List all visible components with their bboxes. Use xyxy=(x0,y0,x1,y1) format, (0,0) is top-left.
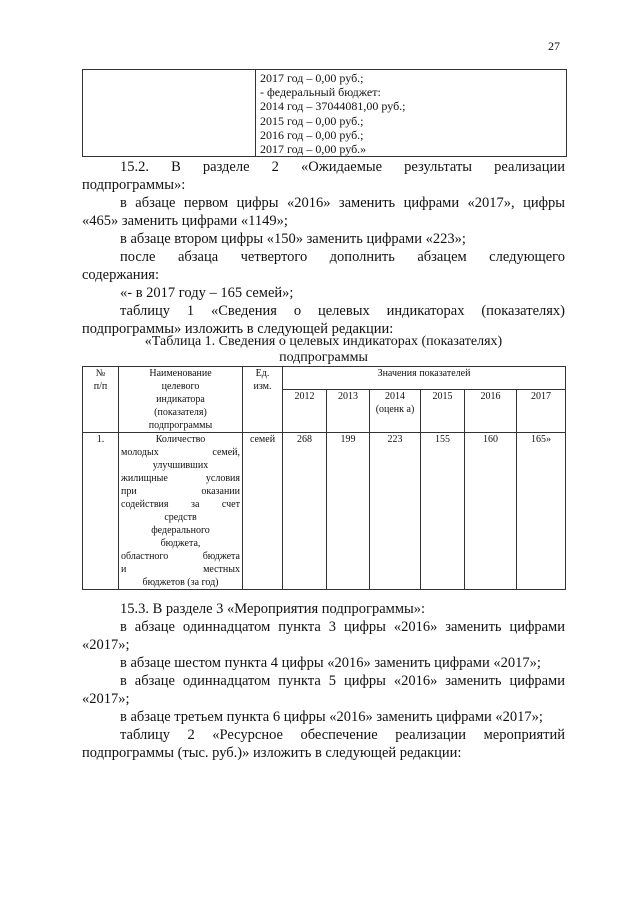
funding-line: 2016 год – 0,00 руб.; xyxy=(260,127,364,142)
paragraph-table1-line1: таблицу 1 «Сведения о целевых индикаторах (показателях) xyxy=(120,303,565,319)
header-year-2017: 2017 xyxy=(517,389,566,432)
paragraph-p3-line2: «2017»; xyxy=(82,637,130,653)
paragraph-p5-line2: «2017»; xyxy=(82,691,130,707)
paragraph-first-abzac-line2: «465» заменить цифрами «1149»; xyxy=(82,213,288,229)
header-year-2013: 2013 xyxy=(327,389,370,432)
table-caption-line1: «Таблица 1. Сведения о целевых индикаторах (показателях) xyxy=(144,334,503,349)
header-year-2016: 2016 xyxy=(465,389,517,432)
row-value-2017: 165» xyxy=(517,433,566,590)
funding-line: 2017 год – 0,00 руб.; xyxy=(260,71,364,85)
paragraph-15-3: 15.3. В разделе 3 «Мероприятия подпрограммы»: xyxy=(120,601,426,617)
funding-line: - федеральный бюджет: xyxy=(260,85,381,100)
row-number: 1. xyxy=(83,433,119,590)
paragraph-15-2-line1: 15.2. В разделе 2 «Ожидаемые результаты реализации xyxy=(120,159,565,175)
funding-table-left-cell xyxy=(83,70,256,156)
table-header-row xyxy=(83,367,566,390)
row-value-2013: 199 xyxy=(327,433,370,590)
header-year-2015: 2015 xyxy=(421,389,465,432)
row-value-2015: 155 xyxy=(421,433,465,590)
paragraph-p3-line1: в абзаце одиннадцатом пункта 3 цифры «2016» заменить цифрами xyxy=(120,619,565,635)
header-year-2012: 2012 xyxy=(283,389,327,432)
indicators-table xyxy=(82,366,566,590)
paragraph-after-fourth-line2: содержания: xyxy=(82,267,160,283)
row-indicator-name: Количество молодых семей, улучшивших жилищные условия при оказании содействия за счет средств федерального бюджета, областного бюджета и местных бюджетов (за год) xyxy=(119,433,243,590)
row-value-2016: 160 xyxy=(465,433,517,590)
paragraph-table2-line2: подпрограммы (тыс. руб.)» изложить в следующей редакции: xyxy=(82,745,462,761)
paragraph-p4: в абзаце шестом пункта 4 цифры «2016» заменить цифрами «2017»; xyxy=(120,655,541,671)
row-value-2012: 268 xyxy=(283,433,327,590)
paragraph-table1-line2: подпрограммы» изложить в следующей редакции: xyxy=(82,321,394,337)
funding-table-right-cell xyxy=(260,71,560,156)
table-row xyxy=(83,433,566,590)
funding-line: 2015 год – 0,00 руб.; xyxy=(260,113,364,128)
table-caption-line2: подпрограммы xyxy=(279,350,368,365)
paragraph-15-2-line2: подпрограммы»: xyxy=(82,177,186,193)
header-indicator-name: Наименование целевого индикатора (показателя) подпрограммы xyxy=(119,367,243,433)
row-value-2014: 223 xyxy=(370,433,421,590)
paragraph-p5-line1: в абзаце одиннадцатом пункта 5 цифры «2016» заменить цифрами xyxy=(120,673,565,689)
page-number: 27 xyxy=(548,39,560,53)
paragraph-p6: в абзаце третьем пункта 6 цифры «2016» заменить цифрами «2017»; xyxy=(120,709,543,725)
paragraph-second-abzac: в абзаце втором цифры «150» заменить цифрами «223»; xyxy=(120,231,466,247)
paragraph-2017-families: «- в 2017 году – 165 семей»; xyxy=(120,285,294,301)
paragraph-first-abzac-line1: в абзаце первом цифры «2016» заменить цифрами «2017», цифры xyxy=(120,195,565,211)
header-number: № п/п xyxy=(83,367,119,433)
paragraph-after-fourth-line1: после абзаца четвертого дополнить абзацем следующего xyxy=(120,249,565,265)
header-values-title: Значения показателей xyxy=(283,367,566,390)
header-unit: Ед. изм. xyxy=(243,367,283,433)
funding-line: 2017 год – 0,00 руб.» xyxy=(260,142,367,157)
row-unit: семей xyxy=(243,433,283,590)
header-year-2014: 2014 (оценк а) xyxy=(370,389,421,432)
funding-table-continuation xyxy=(82,69,567,157)
paragraph-table2-line1: таблицу 2 «Ресурсное обеспечение реализации мероприятий xyxy=(120,727,565,743)
funding-line: 2014 год – 37044081,00 руб.; xyxy=(260,99,406,114)
